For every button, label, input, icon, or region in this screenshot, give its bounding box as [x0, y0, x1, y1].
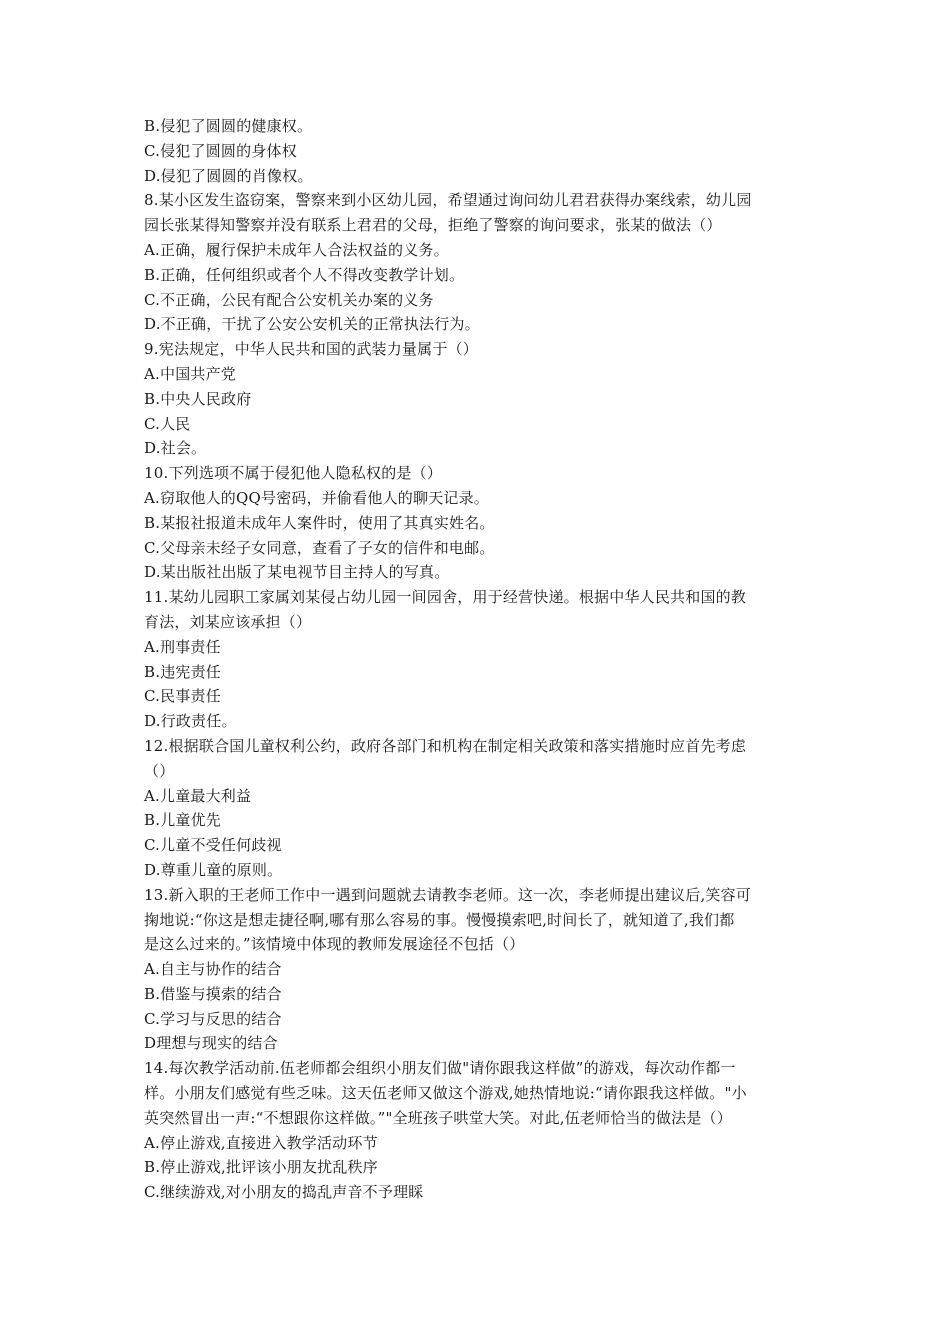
document-page	[144, 114, 812, 1205]
text-line: C.继续游戏,对小朋友的捣乱声音不予理睬	[144, 1183, 424, 1202]
text-line: D.某出版社出版了某电视节目主持人的写真。	[144, 563, 450, 582]
text-line: C.人民	[144, 414, 191, 433]
text-line: B.借鉴与摸索的结合	[144, 984, 282, 1003]
text-line: C.侵犯了圆圆的身体权	[144, 141, 297, 160]
text-line: C.民事责任	[144, 687, 221, 706]
text-line: 10.下列选项不属于侵犯他人隐私权的是（）	[144, 464, 443, 483]
text-line: （）	[144, 761, 175, 780]
text-line: 11.某幼儿园职工家属刘某侵占幼儿园一间园舍，用于经营快递。根据中华人民共和国的教	[144, 588, 747, 607]
text-line: A.自主与协作的结合	[144, 960, 282, 979]
text-line: C.儿童不受任何歧视	[144, 836, 282, 855]
text-line: A.中国共产党	[144, 364, 237, 383]
text-line: A.停止游戏,直接进入教学活动环节	[144, 1133, 378, 1152]
text-line: A.正确，履行保护未成年人合法权益的义务。	[144, 240, 449, 259]
text-line: B.儿童优先	[144, 811, 221, 830]
text-line: 育法，刘某应该承担（）	[144, 612, 312, 631]
text-line: A.刑事责任	[144, 637, 221, 656]
text-line: D.侵犯了圆圆的肖像权。	[144, 166, 313, 185]
text-line: B.正确，任何组织或者个人不得改变教学计划。	[144, 265, 465, 284]
text-line: D.尊重儿童的原则。	[144, 860, 283, 879]
text-line: 园长张某得知警察并没有联系上君君的父母，拒绝了警察的询问要求，张某的做法（）	[144, 216, 722, 235]
text-line: C.不正确，公民有配合公安机关办案的义务	[144, 290, 434, 309]
text-line: 样。小朋友们感觉有些乏味。这天伍老师又做这个游戏,她热情地说:“请你跟我这样做。"小	[144, 1084, 747, 1103]
text-line: D.不正确，干扰了公安公安机关的正常执法行为。	[144, 315, 480, 334]
text-line: B.中央人民政府	[144, 389, 252, 408]
text-line: B.违宪责任	[144, 662, 221, 681]
text-line: 掬地说:“你这是想走捷径啊,哪有那么容易的事。慢慢摸索吧,时间长了，就知道了,我们都	[144, 910, 735, 929]
text-line: B.停止游戏,批评该小朋友扰乱秩序	[144, 1158, 378, 1177]
text-line: B.某报社报道未成年人案件时，使用了其真实姓名。	[144, 513, 495, 532]
text-line: 英突然冒出一声:“不想跟你这样做。”"全班孩子哄堂大笑。对此,伍老师恰当的做法是（）	[144, 1108, 732, 1127]
text-line: D.社会。	[144, 439, 207, 458]
text-line: 13.新入职的王老师工作中一遇到问题就去请教李老师。这一次，李老师提出建议后,笑容可	[144, 885, 752, 904]
text-line: A.儿童最大利益	[144, 786, 252, 805]
text-line: 12.根据联合国儿童权利公约，政府各部门和机构在制定相关政策和落实措施时应首先考虑	[144, 736, 747, 755]
text-line: 是这么过来的。”该情境中体现的教师发展途径不包括（）	[144, 935, 525, 954]
text-line: 8.某小区发生盗窃案，警察来到小区幼儿园，希望通过询问幼儿君君获得办案线索，幼儿园	[144, 191, 752, 210]
text-line: C.父母亲未经子女同意，查看了子女的信件和电邮。	[144, 538, 495, 557]
text-line: 9.宪法规定，中华人民共和国的武装力量属于（）	[144, 340, 478, 359]
text-line: D理想与现实的结合	[144, 1034, 278, 1053]
text-line: 14.每次教学活动前.伍老师都会组织小朋友们做"请你跟我这样做”的游戏，每次动作都一	[144, 1059, 736, 1078]
text-line: C.学习与反思的结合	[144, 1009, 282, 1028]
text-line: A.窃取他人的QQ号密码，并偷看他人的聊天记录。	[144, 488, 489, 507]
text-line: D.行政责任。	[144, 712, 237, 731]
text-line: B.侵犯了圆圆的健康权。	[144, 117, 313, 135]
